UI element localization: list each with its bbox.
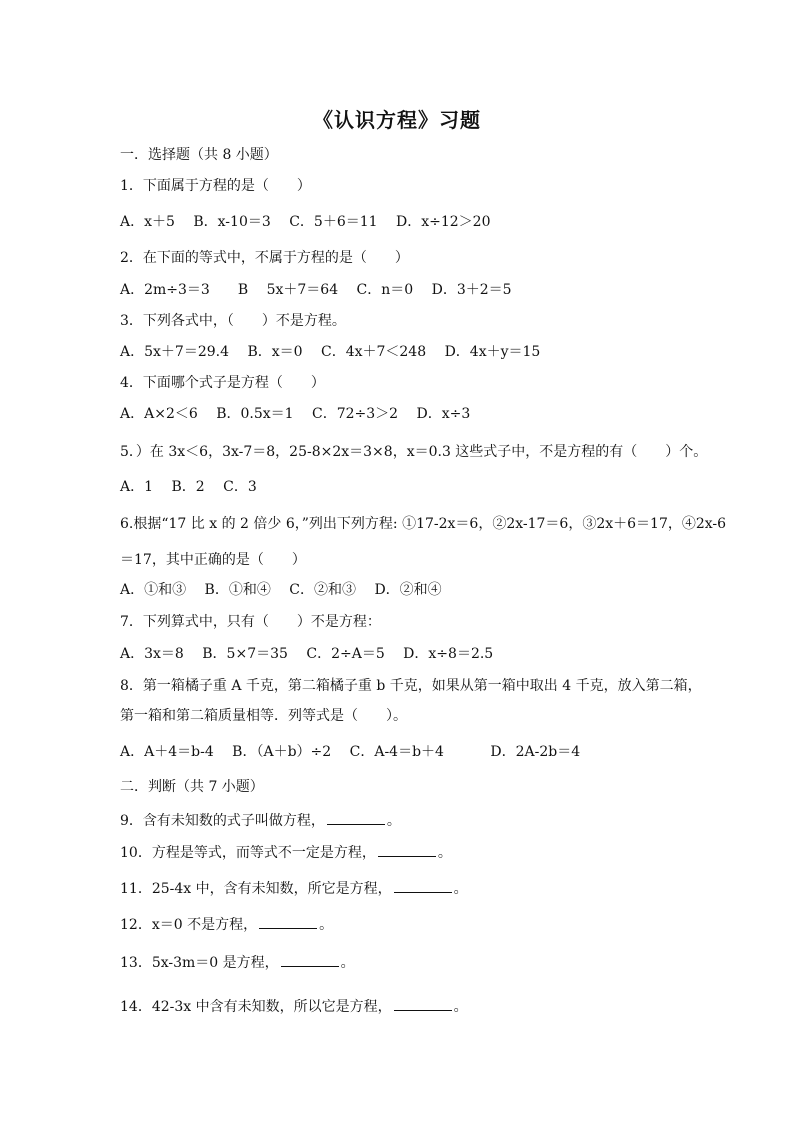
question-14-text: 14．42-3x 中含有未知数，所以它是方程， xyxy=(120,999,392,1015)
question-12-text: 12．x＝0 不是方程， xyxy=(120,917,258,933)
question-6-stem-line1: 6.根据“17 比 x 的 2 倍少 6，”列出下列方程: ①17-2x＝6，②2x-17＝6，③2x＋6＝17，④2x-6 xyxy=(120,516,727,532)
question-14 xyxy=(120,996,468,1017)
question-10-end: 。 xyxy=(437,845,452,861)
answer-blank[interactable] xyxy=(281,952,339,967)
question-10 xyxy=(120,842,452,863)
question-11 xyxy=(120,878,468,899)
question-5-options: A．1 B．2 C．3 xyxy=(120,479,257,495)
answer-blank[interactable] xyxy=(394,878,452,893)
question-6-stem-line2: ＝17，其中正确的是（ ） xyxy=(120,552,306,568)
question-3-stem: 3．下列各式中，（ ）不是方程。 xyxy=(120,313,346,329)
question-13-text: 13．5x-3m＝0 是方程， xyxy=(120,955,279,971)
page-title: 《认识方程》习题 xyxy=(313,108,481,132)
question-2-stem: 2．在下面的等式中，不属于方程的是（ ） xyxy=(120,250,409,266)
question-10-text: 10．方程是等式，而等式不一定是方程， xyxy=(120,845,376,861)
question-11-end: 。 xyxy=(453,881,468,897)
question-12 xyxy=(120,914,333,935)
question-4-options: A．A×2＜6 B．0.5x＝1 C．72÷3＞2 D．x÷3 xyxy=(120,406,471,422)
question-9-end: 。 xyxy=(386,813,401,829)
question-8-stem-line2: 第一箱和第二箱质量相等．列等式是（ ）。 xyxy=(120,708,407,724)
question-9-text: 9．含有未知数的式子叫做方程， xyxy=(120,813,325,829)
question-7-stem: 7．下列算式中，只有（ ）不是方程： xyxy=(120,614,381,630)
question-13-end: 。 xyxy=(340,955,355,971)
question-13 xyxy=(120,952,355,973)
question-4-stem: 4．下面哪个式子是方程（ ） xyxy=(120,375,325,391)
question-8-options: A．A＋4＝b-4 B．（A＋b）÷2 C．A-4＝b＋4 D．2A-2b＝4 xyxy=(120,744,581,760)
question-8-stem-line1: 8．第一箱橘子重 A 千克，第二箱橘子重 b 千克，如果从第一箱中取出 4 千克，放入第二箱， xyxy=(120,678,702,694)
section-heading-judge: 二．判断（共 7 小题） xyxy=(120,779,264,795)
question-11-text: 11．25-4x 中，含有未知数，所它是方程， xyxy=(120,881,392,897)
question-1-stem: 1．下面属于方程的是（ ） xyxy=(120,178,311,194)
answer-blank[interactable] xyxy=(327,810,385,825)
question-12-end: 。 xyxy=(319,917,334,933)
question-6-options: A．①和③ B．①和④ C．②和③ D．②和④ xyxy=(120,582,442,598)
question-1-options: A．x＋5 B．x-10＝3 C．5＋6＝11 D．x÷12＞20 xyxy=(120,214,491,230)
question-3-options: A．5x＋7＝29.4 B．x＝0 C．4x＋7＜248 D．4x＋y＝15 xyxy=(120,344,541,360)
question-9 xyxy=(120,810,401,831)
answer-blank[interactable] xyxy=(259,914,317,929)
question-2-options: A．2m÷3＝3 B 5x＋7＝64 C．n＝0 D．3＋2＝5 xyxy=(120,282,512,298)
question-7-options: A．3x＝8 B．5×7＝35 C．2÷A＝5 D．x÷8＝2.5 xyxy=(120,646,494,662)
answer-blank[interactable] xyxy=(394,996,452,1011)
question-5-stem: 5．）在 3x＜6，3x-7＝8，25-8×2x＝3×8，x＝0.3 这些式子中，不是方程的有（ ）个。 xyxy=(120,444,708,460)
section-heading-choice: 一．选择题（共 8 小题） xyxy=(120,147,278,163)
question-14-end: 。 xyxy=(453,999,468,1015)
answer-blank[interactable] xyxy=(378,842,436,857)
